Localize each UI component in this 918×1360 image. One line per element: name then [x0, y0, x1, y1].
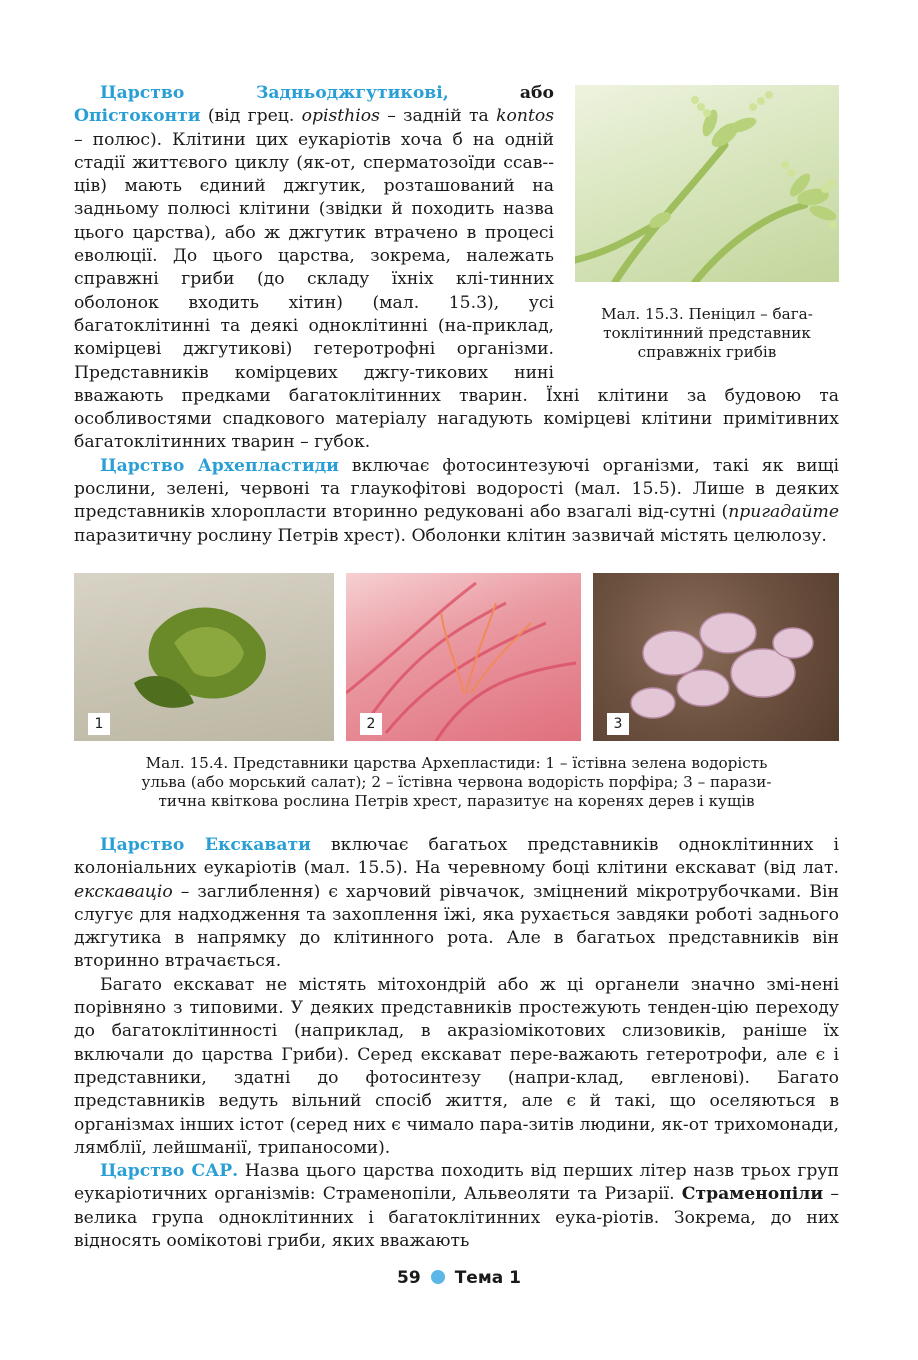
footer-dot-icon — [431, 1270, 445, 1284]
text-top — [74, 82, 839, 548]
paragraph-archaeplastida: Царство Архепластиди включає фотосинтезуючі організми, такі як вищі рослини, зелені, червоні та глаукофітові водорості (мал. 15.5). Лише в деяких представників хлоропласти вторинно редуковані або взагалі від-сутні (пригадайте паразитичну рослину Петрів хрест). Оболонки клітин зазвичай містять целюлозу. — [74, 455, 839, 546]
photo-number-2: 2 — [360, 713, 382, 735]
text-bottom — [74, 834, 839, 1253]
paragraph-opisthokonts: Царство Задньоджгутикові, або Опістоконти (від грец. opisthios – задній та kontos – полюс). Клітини цих еукаріотів хоча б на одній стадії життєвого циклу (як-от, сперматозоїди ссав-ців) мають єдиний джгутик, розташований на задньому полюсі клітини (звідки й походить назва цього царства), або ж джгутик втрачено в процесі еволюції. До цього царства, зокрема, належать справжні гриби (до складу їхніх клі-тинних оболонок входить хітин) (мал. 15.3), усі багатоклітинні та деякі одноклітинні (на-приклад, комірцеві джгутикові) гетеротрофні організми. Представників комірцевих джгу-тикових нині вважають предками багатоклітинних тварин. Їхні клітини за будовою та особливостями спадкового матеріалу нагадують комірцеві клітини примітивних багатоклітинних тварин – губок. — [74, 83, 839, 453]
page-number: 59 — [397, 1268, 421, 1288]
lathraea-photo — [593, 573, 839, 741]
porphyra-photo — [346, 573, 581, 741]
figure-15-4-photos — [74, 573, 839, 741]
ulva-photo — [74, 573, 334, 741]
figure-15-4-caption: Мал. 15.4. Представники царства Архепластиди: 1 – їстівна зелена водорість ульва (або морський салат); 2 – їстівна червона водорість порфіра; 3 – парази- тична квіткова рослина Петрів хрест, паразитує на коренях дерев і кущів — [141, 754, 772, 810]
figure-15-3-caption: Мал. 15.3. Пеніцил – бага- токлітинний представник справжніх грибів — [601, 305, 813, 361]
paragraph-sar: Царство САР. Назва цього царства походить від перших літер назв трьох груп еукаріотичних організмів: Страменопіли, Альвеоляти та Ризарії. Страменопіли – велика група одноклітинних і багатоклітинних еука-ріотів. Зокрема, до них відносять оомікотові гриби, яких вважають — [74, 1161, 839, 1252]
photo-number-3: 3 — [607, 713, 629, 735]
page-footer — [0, 1268, 918, 1288]
photo-number-1: 1 — [88, 713, 110, 735]
topic-label: Тема 1 — [454, 1268, 521, 1288]
paragraph-excavata: Царство Екскавати включає багатьох представників одноклітинних і колоніальних еукаріотів (мал. 15.5). На черевному боці клітини екскават (від лат. екскаваціо – заглиблення) є харчовий рівчачок, зміцнений мікротрубочками. Він слугує для надходження та захоплення їжі, яка рухається завдяки роботі заднього джгутика в напрямку до клітинного рота. Але в багатьох представників він вторинно втрачається. — [74, 835, 839, 972]
paragraph-excavata-2: Багато екскават не містять мітохондрій або ж ці органели значно змі-нені порівняно з типовими. У деяких представників простежують тенден-цію переходу до багатоклітинності (наприклад, в акразіомікотових слизовиків, раніше їх включали до царства Гриби). Серед екскават пере-важають гетеротрофи, але є і представники, здатні до фотосинтезу (напри-клад, евгленові). Багато представників ведуть вільний спосіб життя, але є й такі, що оселяються в організмах інших істот (серед них є чимало пара-зитів людини, як-от трихомонади, лямблії, лейшманії, трипаносоми). — [74, 974, 839, 1158]
